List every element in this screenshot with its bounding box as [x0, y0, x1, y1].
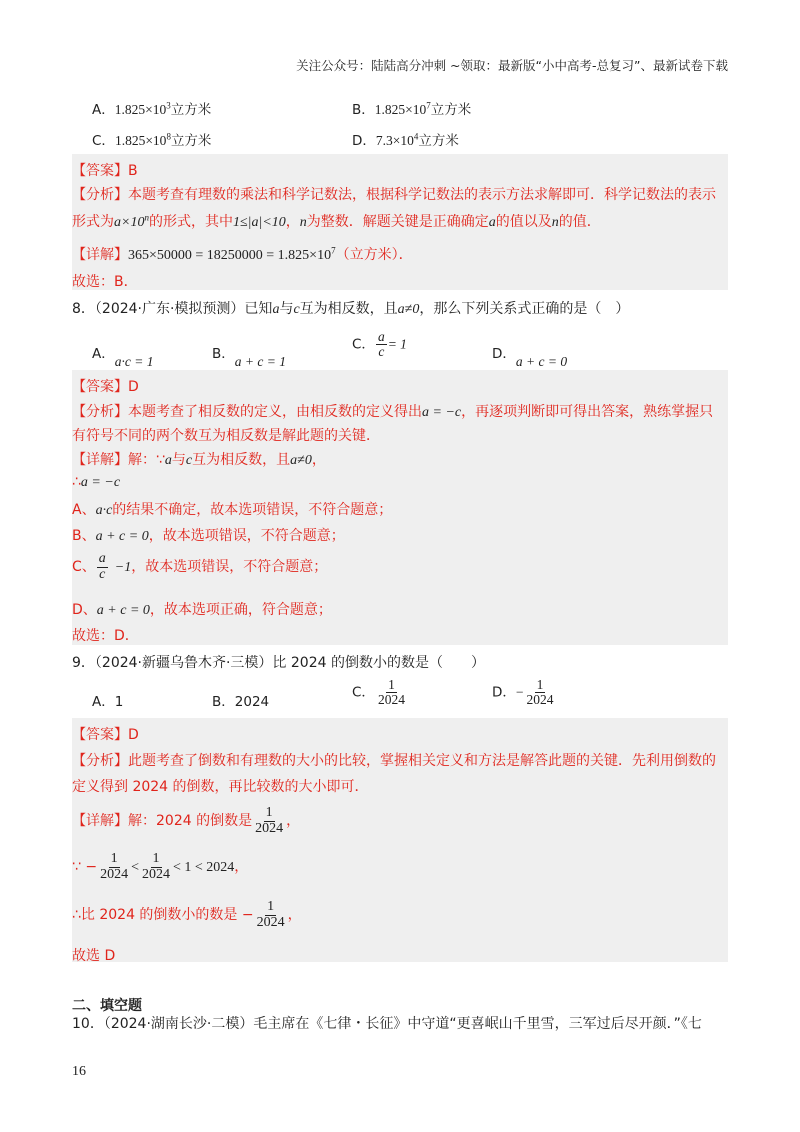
q9-option-a: A．1 — [92, 694, 124, 710]
q9-option-c: C． $\frac{1}{2024}$ — [352, 677, 405, 708]
q8-analysis-line1: 【分析】本题考查了相反数的定义，由相反数的定义得出a = −c，再逐项判断即可得出答案，熟练掌握只 — [72, 404, 714, 420]
q8-choose: 故选：D． — [72, 628, 139, 644]
q10-stem: 10．（2024·湖南长沙·二模）毛主席在《七律・长征》中守道“更喜岷山千里雪，三军过后尽开颜．”《七 — [72, 1016, 702, 1032]
q7-option-b: B．$1.825\times 10^7$立方米 — [352, 100, 472, 118]
q7-option-d: D．$7.3\times 10^4$立方米 — [352, 131, 459, 149]
q8-option-b: B．a + c = 1 — [212, 346, 286, 369]
q8-detail-line2: ∴a = −c — [72, 474, 121, 490]
q7-option-a: A．$1.825\times 10^3$立方米 — [92, 100, 212, 118]
q8-detail-line1: 【详解】解：∵a与c互为相反数，且a≠0， — [72, 452, 326, 468]
q7-analysis-line2: 形式为$a\times 10^n$的形式，其中1≤|a|<10，n为整数．解题关键是正确确定a的值以及n的值． — [72, 212, 601, 230]
q8-option-a: A．a·c = 1 — [92, 346, 154, 369]
q7-detail: 【详解】$365\times 50000 = 18250000 = 1.825\times 10^7$（立方米）． — [72, 245, 413, 263]
q8-option-d: D．a + c = 0 — [492, 346, 568, 369]
page-number: 16 — [72, 1064, 86, 1079]
q8-detail-c: C、 $\frac{a}{c}$ −1，故本选项错误，不符合题意； — [72, 551, 328, 582]
q9-detail-line1: 【详解】解：2024 的倒数是 $\frac{1}{2024}$ ， — [72, 805, 301, 836]
q7-choose: 故选：B． — [72, 274, 138, 290]
page-header: 关注公众号：陆陆高分冲刺 ~领取：最新版“小中高考-总复习”、最新试卷下载 — [296, 58, 728, 73]
q7-option-c: C．$1.825\times 10^8$立方米 — [92, 131, 212, 149]
q8-answer: 【答案】D — [72, 379, 139, 395]
q8-option-c: C． $\frac{a}{c}$ = 1 — [352, 329, 407, 360]
q9-analysis-line2: 定义得到 2024 的倒数，再比较数的大小即可． — [72, 779, 369, 795]
q7-answer: 【答案】B — [72, 163, 138, 179]
q8-detail-b: B、a + c = 0，故本选项错误，不符合题意； — [72, 528, 345, 544]
section-title: 二、填空题 — [72, 998, 142, 1014]
q8-analysis-line2: 有符号不同的两个数互为相反数是解此题的关键． — [72, 428, 380, 444]
q8-detail-a: A、a·c的结果不确定，故本选项错误，不符合题意； — [72, 502, 393, 518]
q9-option-d: D．− $\frac{1}{2024}$ — [492, 677, 554, 708]
q9-detail-line3: ∴比 2024 的倒数小的数是 − $\frac{1}{2024}$ ， — [72, 899, 302, 930]
q9-option-b: B．2024 — [212, 694, 270, 710]
q8-stem: 8．（2024·广东·模拟预测）已知a与c互为相反数，且a≠0，那么下列关系式正确的是（ ） — [72, 301, 630, 317]
q9-analysis-line1: 【分析】此题考查了倒数和有理数的大小的比较，掌握相关定义和方法是解答此题的关键．先利用倒数的 — [72, 753, 716, 769]
q9-choose: 故选 D — [72, 948, 116, 964]
q8-detail-d: D、a + c = 0，故本选项正确，符合题意； — [72, 602, 332, 618]
q7-analysis-line1: 【分析】本题考查有理数的乘法和科学记数法，根据科学记数法的表示方法求解即可．科学记数法的表示 — [72, 187, 716, 203]
q9-stem: 9．（2024·新疆乌鲁木齐·三模）比 2024 的倒数小的数是（ ） — [72, 655, 485, 671]
q9-detail-line2: ∵ − $\frac{1}{2024}$ < $\frac{1}{2024}$ < 1 < 2024， — [72, 851, 249, 882]
q9-answer: 【答案】D — [72, 727, 139, 743]
